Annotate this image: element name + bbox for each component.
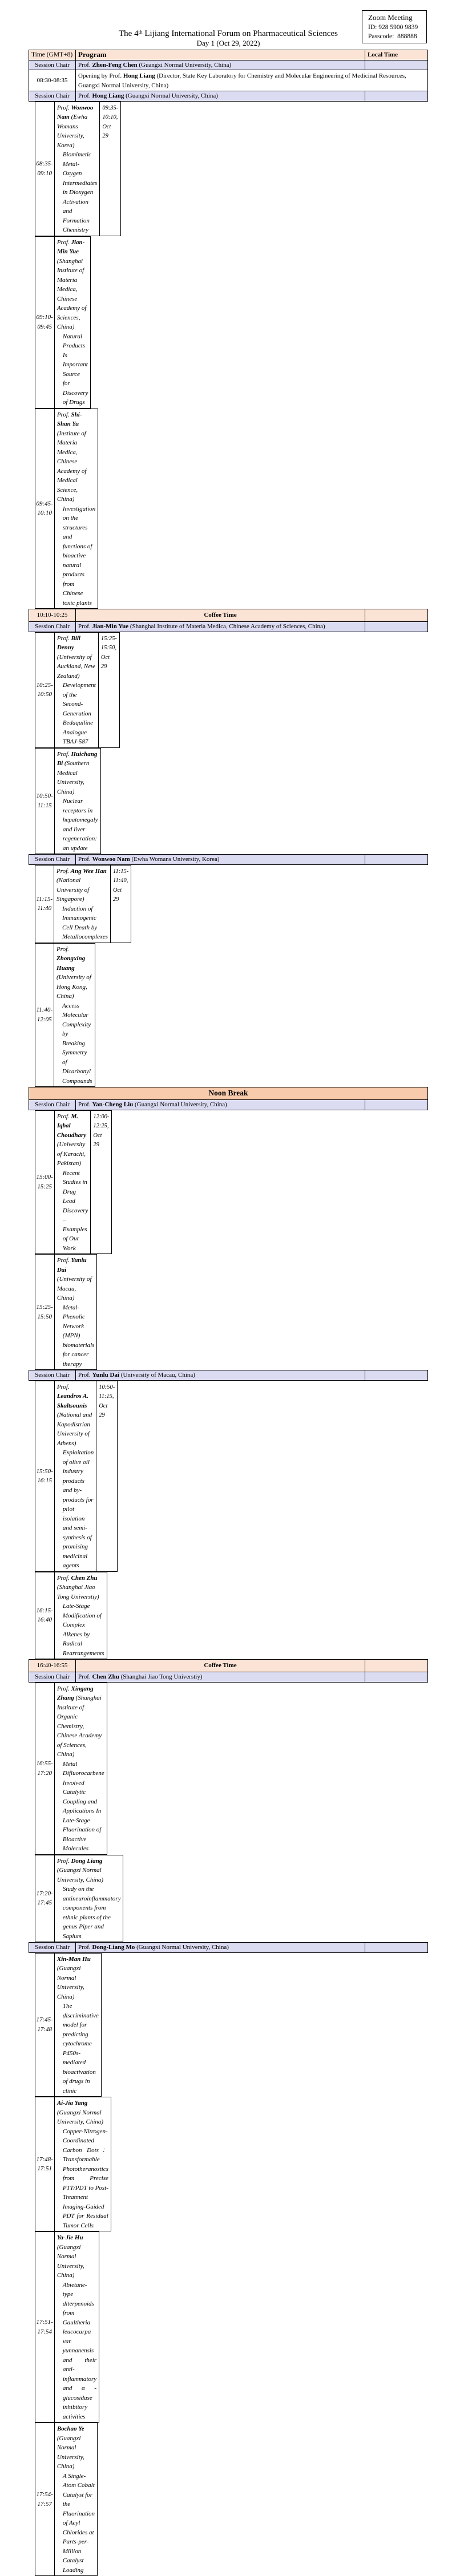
- program-cell: Prof. Chen Zhu (Shanghai Jiao Tong Universtiy) Late-Stage Modification of Complex Alkenes by Radical Rearrangements: [54, 1572, 107, 1659]
- session-chair-name: Prof. Hong Liang (Guangxi Normal University, China): [76, 91, 365, 102]
- local-time-empty: [365, 1100, 428, 1110]
- program-cell: Prof. Huichang Bi (Southern Medical University, China) Nuclear receptors in hepatomegaly and liver regeneration: an update: [54, 748, 100, 854]
- table-row: [29, 1254, 76, 1370]
- page-title: The 4th Lijiang International Forum on Pharmaceutical Sciences: [119, 29, 338, 38]
- talk-title: Metal Difluorocarbene Involved Catalytic Coupling and Applications In Late-Stage Fluorination of Bioactive Molecules: [62, 1760, 104, 1852]
- time-slot: 15:00-15:25: [35, 1110, 54, 1254]
- talk-title: Development of the Second-Generation Bedaquiline Analogue TBAJ-587: [62, 682, 96, 745]
- speaker-name: Yunlu Dai: [57, 1257, 87, 1273]
- program-cell: [54, 1953, 101, 2097]
- zoom-passcode: Passcode: 888888: [368, 33, 417, 40]
- table-row: [29, 1855, 76, 1943]
- time-slot: 10:50-11:15: [35, 748, 54, 854]
- local-time-empty: [365, 855, 428, 865]
- time-slot: 17:54-17:57: [35, 2423, 54, 2576]
- table-row: [29, 1572, 76, 1660]
- table-row: [29, 748, 76, 855]
- speaker-affiliation: (Guangxi Normal University, China): [139, 61, 232, 68]
- speaker-name: Dong Liang: [71, 1857, 103, 1865]
- speaker-name: Huichang Bi: [57, 750, 98, 767]
- speaker-name: Yan-Cheng Liu: [92, 1101, 134, 1108]
- speaker-affiliation: (Guangxi Normal University, China): [57, 2243, 84, 2279]
- table-row: [29, 1683, 76, 1855]
- session-chair-label: Session Chair: [29, 1370, 76, 1381]
- header-time: Time (GMT+8): [29, 50, 76, 60]
- program-cell: Prof. Xingang Zhang (Shanghai Institute of Organic Chemistry, Chinese Academy of Sciences, China) Metal Difluorocarbene Involved Catalytic Coupling and Applications In Late-Stage Fluorination of Bioactive Molecules: [54, 1683, 107, 1854]
- session-chair-name: Prof. Wonwoo Nam (Ewha Womans University, Korea): [76, 855, 365, 865]
- program-cell: Prof. Wonwoo Nam (Ewha Womans University, Korea) Biomimetic Metal-Oxygen Intermediates in Dioxygen Activation and Formation Chemistry: [54, 102, 99, 236]
- speaker-affiliation: (Guangxi Normal University, China): [57, 2109, 104, 2125]
- speaker-name: Bill Denny: [57, 634, 80, 651]
- time-slot: 11:40-12:05: [35, 943, 54, 1087]
- speaker-affiliation: (Shanghai Institute of Materia Medica, Chinese Academy of Sciences, China): [57, 257, 87, 330]
- speaker-affiliation: (Guangxi Normal University, China): [126, 92, 218, 99]
- speaker-name: Bochao Ye: [57, 2425, 84, 2432]
- time-slot: 11:15-11:40: [35, 865, 54, 943]
- talk-title: Metal-Phenolic Network (MPN) biomaterials for cancer therapy: [62, 1304, 95, 1368]
- speaker-affiliation: (University of Karachi, Pakistan): [57, 1141, 86, 1167]
- speaker-affiliation: (Ewha Womans University, Korea): [57, 114, 88, 149]
- session-chair-label: Session Chair: [29, 1943, 76, 1953]
- chair-row: [29, 1943, 428, 1953]
- talk-title: Natural Products Is Important Source for Discovery of Drugs: [62, 333, 88, 406]
- talk-title: Study on the antineuroinflammatory components from ethnic plants of the genus Piper and Sapium: [62, 1886, 121, 1940]
- local-time: 12:00-12:25, Oct 29: [91, 1110, 112, 1254]
- speaker-affiliation: (University of Auckland, New Zealand): [57, 653, 95, 680]
- session-chair-name: Prof. Yunlu Dai (University of Macau, China): [76, 1370, 365, 1381]
- speaker-name: Ya-Jie Hu: [57, 2234, 83, 2241]
- session-chair-label: Session Chair: [29, 91, 76, 102]
- speaker-name: Zhen-Feng Chen: [92, 61, 138, 68]
- table-row: [29, 102, 76, 236]
- program-cell: Prof. Bill Denny (University of Auckland, New Zealand) Development of the Second-Generation Bedaquiline Analogue TBAJ-587: [54, 632, 98, 747]
- time-slot: 08:35-09:10: [35, 102, 54, 236]
- speaker-name: Xingang Zhang: [57, 1685, 94, 1701]
- session-chair-label: Session Chair: [29, 622, 76, 632]
- speaker-affiliation: (Shanghai Jiao Tong Universtiy): [120, 1673, 203, 1680]
- session-chair-label: Session Chair: [29, 1100, 76, 1110]
- time-slot: 17:20-17:45: [35, 1855, 54, 1942]
- session-chair-name: Prof. Chen Zhu (Shanghai Jiao Tong Universtiy): [76, 1672, 365, 1683]
- speaker-name: Jian-Min Yue: [92, 623, 129, 630]
- session-chair-name: Prof. Dong-Liang Mo (Guangxi Normal University, China): [76, 1943, 365, 1953]
- program-cell: [54, 2232, 99, 2423]
- program-cell: [76, 70, 428, 91]
- speaker-name: Leandros A. Skaltsounis: [57, 1393, 89, 1409]
- chair-row: [29, 1370, 428, 1381]
- talk-title: Investigation on the structures and functions of bioactive natural products from Chinese toxic plants: [62, 505, 96, 606]
- local-time-empty: [365, 91, 428, 102]
- speaker-name: M. Iqbal Choudhary: [57, 1113, 87, 1139]
- talk-title: Abietane-type diterpenoids from Gaultheria leucocarpa var. yunnanensis and their anti-inflammatory and α -glucosidase inhibitory activities: [62, 2281, 97, 2420]
- program-cell: Prof. Leandros A. Skaltsounis (National and Kapodistrian University of Athens) Exploitation of olive oil industry products and by-products for pilot isolation and semi-synthesis of promising medicinal agents: [54, 1381, 96, 1571]
- session-chair-name: Prof. Yan-Cheng Liu (Guangxi Normal University, China): [76, 1100, 365, 1110]
- time-slot: 17:45-17:48: [35, 1953, 54, 2097]
- chair-row: [29, 1672, 428, 1683]
- talk-title: Nuclear receptors in hepatomegaly and liver regeneration: an update: [62, 798, 98, 852]
- schedule-table: [29, 50, 428, 2576]
- local-time-empty: [365, 1370, 428, 1381]
- table-row: [29, 236, 76, 409]
- time-slot: 08:30-08:35: [29, 70, 76, 91]
- time-slot: 16:55-17:20: [35, 1683, 54, 1854]
- time-slot: 09:45-10:10: [35, 409, 54, 609]
- chair-row: [29, 91, 428, 102]
- speaker-affiliation: (Shanghai Institute of Materia Medica, Chinese Academy of Sciences, China): [130, 623, 325, 630]
- speaker-affiliation: (Guangxi Normal University, China): [57, 1867, 104, 1883]
- speaker-name: Shi-Shan Yu: [57, 411, 82, 427]
- time-slot: 10:10-10:25: [29, 609, 76, 622]
- talk-title: Recent Studies in Drug Lead Discovery – Examples of Our Work: [62, 1169, 88, 1252]
- speaker-affiliation: (Shanghai Institute of Organic Chemistry, Chinese Academy of Sciences, China): [57, 1695, 102, 1758]
- table-row: [29, 2231, 76, 2423]
- program-cell: Prof. M. Iqbal Choudhary (University of Karachi, Pakistan) Recent Studies in Drug Lead Discovery – Examples of Our Work: [54, 1110, 91, 1254]
- speaker-affiliation: (University of Macau, China): [57, 1276, 92, 1301]
- speaker-name: Wonwoo Nam: [92, 856, 130, 863]
- page-subtitle: Day 1 (Oct 29, 2022): [196, 39, 260, 47]
- zoom-id: ID: 928 5900 9839: [368, 23, 418, 31]
- local-time-empty: [365, 622, 428, 632]
- speaker-name: Dong-Liang Mo: [92, 1944, 135, 1951]
- program-cell: Prof. Zhongxing Huang (University of Hong Kong, China) Access Molecular Complexity by Breaking Symmetry of Dicarbonyl Compounds: [54, 943, 95, 1087]
- table-row: [29, 1953, 76, 2097]
- speaker-name: Yunlu Dai: [92, 1372, 120, 1378]
- program-cell: Prof. Yunlu Dai (University of Macau, China) Metal-Phenolic Network (MPN) biomaterials for cancer therapy: [54, 1255, 97, 1370]
- time-slot: 16:15-16:40: [35, 1572, 54, 1659]
- coffee-row: [29, 1660, 428, 1672]
- speaker-name: Xin-Man Hu: [57, 1955, 91, 1963]
- local-time: 09:35-10:10, Oct 29: [100, 102, 121, 236]
- speaker-name: Hong Liang: [123, 72, 155, 79]
- time-slot: 17:51-17:54: [35, 2232, 54, 2423]
- chair-row: [29, 855, 428, 865]
- header-local-time: Local Time: [365, 50, 428, 60]
- speaker-affiliation: (University of Hong Kong, China): [57, 974, 91, 1000]
- speaker-affiliation: (Guangxi Normal University, China): [57, 2435, 84, 2470]
- header-program: Program: [76, 50, 365, 60]
- local-time-empty: [365, 609, 428, 622]
- talk-title: Biomimetic Metal-Oxygen Intermediates in Dioxygen Activation and Formation Chemistry: [62, 151, 98, 233]
- local-time-empty: [365, 1660, 428, 1672]
- program-cell: Prof. Dong Liang (Guangxi Normal University, China) Study on the antineuroinflammatory components from ethnic plants of the genus Piper and Sapium: [54, 1855, 123, 1942]
- chair-row: [29, 1100, 428, 1110]
- speaker-affiliation: (Guangxi Normal University, China): [57, 1965, 84, 2000]
- speaker-name: Wonwoo Nam: [57, 104, 94, 120]
- speaker-affiliation: (Shanghai Jiao Tong Universtiy): [57, 1584, 99, 1600]
- time-slot: 15:25-15:50: [35, 1255, 54, 1370]
- local-time-empty: [365, 1943, 428, 1953]
- table-row: [29, 1381, 76, 1572]
- speaker-name: Zhongxing Huang: [57, 955, 86, 972]
- speaker-affiliation: (Guangxi Normal University, China): [136, 1944, 229, 1951]
- chair-row: [29, 622, 428, 632]
- program-cell: [54, 2097, 111, 2231]
- table-row: [29, 632, 76, 748]
- speaker-affiliation: (Institute of Materia Medica, Chinese Academy of Medical Science, China): [57, 430, 87, 503]
- speaker-name: Jian-Min Yue: [57, 238, 85, 255]
- speaker-affiliation: (University of Macau, China): [120, 1372, 195, 1378]
- local-time: 11:15-11:40, Oct 29: [111, 865, 131, 943]
- time-slot: 10:25-10:50: [35, 632, 54, 747]
- session-chair-name: Prof. Jian-Min Yue (Shanghai Institute of Materia Medica, Chinese Academy of Sciences, China): [76, 622, 365, 632]
- time-slot: 17:48-17:51: [35, 2097, 54, 2231]
- session-chair-label: Session Chair: [29, 855, 76, 865]
- program-cell: Prof. Jian-Min Yue (Shanghai Institute of Materia Medica, Chinese Academy of Sciences, China) Natural Products Is Important Source for Discovery of Drugs: [54, 236, 91, 408]
- program-cell: Prof. Shi-Shan Yu (Institute of Materia Medica, Chinese Academy of Medical Science, China) Investigation on the structures and functions of bioactive natural products from Chinese toxic plants: [54, 409, 98, 609]
- session-chair-name: Prof. Zhen-Feng Chen (Guangxi Normal University, China): [76, 60, 365, 70]
- speaker-affiliation: (National and Kapodistrian University of Athens): [57, 1412, 92, 1447]
- speaker-affiliation: (Southern Medical University, China): [57, 760, 90, 795]
- table-row: [29, 409, 76, 609]
- speaker-affiliation: (Director, State Key Laboratory for Chemistry and Molecular Engineering of Medicinal Resources, Guangxi Normal University, China): [78, 72, 406, 89]
- table-row: [29, 2097, 76, 2231]
- table-header-row: [29, 50, 428, 60]
- speaker-name: Hong Liang: [92, 92, 124, 99]
- table-row: [29, 70, 428, 91]
- speaker-name: Ai-Jia Yang: [57, 2100, 88, 2106]
- table-row: [29, 2423, 76, 2576]
- local-time-empty: [365, 1672, 428, 1683]
- speaker-name: Chen Zhu: [92, 1673, 119, 1680]
- local-time: 15:25-15:50, Oct 29: [98, 632, 119, 747]
- speaker-name: Chen Zhu: [71, 1574, 98, 1582]
- coffee-break-label: Coffee Time: [76, 609, 365, 622]
- table-row: [29, 943, 76, 1087]
- local-time: 10:50-11:15, Oct 29: [96, 1381, 118, 1571]
- talk-title: Induction of Immunogenic Cell Death by Metallocomplexes: [62, 905, 108, 940]
- noon-row: [29, 1087, 428, 1100]
- local-time-empty: [365, 60, 428, 70]
- talk-title: Copper-Nitrogen-Coordinated Carbon Dots： Transformable Phototheranostics from Precise PTT/PDT to Post-Treatment Imaging-Guided PDT for Residual Tumor Cells: [62, 2128, 108, 2229]
- coffee-row: [29, 609, 428, 622]
- speaker-affiliation: (National University of Singapore): [57, 877, 90, 903]
- speaker-affiliation: (Guangxi Normal University, China): [135, 1101, 227, 1108]
- table-row: [29, 865, 76, 943]
- talk-title: Access Molecular Complexity by Breaking Symmetry of Dicarbonyl Compounds: [62, 1002, 92, 1085]
- speaker-affiliation: (Ewha Womans University, Korea): [131, 856, 220, 863]
- talk-title: The discriminative model for predicting cytochrome P450s-mediated bioactivation of drugs in clinic: [62, 2003, 99, 2094]
- time-slot: 15:50-16:15: [35, 1381, 54, 1571]
- coffee-break-label: Coffee Time: [76, 1660, 365, 1672]
- table-row: [29, 1110, 76, 1255]
- noon-break-label: Noon Break: [29, 1087, 428, 1100]
- time-slot: 16:40-16:55: [29, 1660, 76, 1672]
- zoom-title: Zoom Meeting: [368, 13, 413, 22]
- talk-title: Late-Stage Modification of Complex Alkenes by Radical Rearrangements: [62, 1603, 104, 1657]
- session-chair-label: Session Chair: [29, 60, 76, 70]
- time-slot: 09:10-09:45: [35, 236, 54, 408]
- program-cell: [54, 2423, 97, 2576]
- talk-title: Exploitation of olive oil industry products and by-products for pilot isolation and semi-synthesis of promising medicinal agents: [62, 1449, 94, 1569]
- speaker-name: Ang Wee Han: [70, 867, 107, 875]
- program-cell: Prof. Ang Wee Han (National University of Singapore) Induction of Immunogenic Cell Death by Metallocomplexes: [54, 865, 111, 943]
- session-chair-label: Session Chair: [29, 1672, 76, 1683]
- opening-prefix: Opening by Prof.: [78, 72, 123, 79]
- talk-title: A Single-Atom Cobalt Catalyst for the Fluorination of Acyl Chlorides at Parts-per-Million Catalyst Loading: [62, 2472, 95, 2574]
- chair-row: [29, 60, 428, 70]
